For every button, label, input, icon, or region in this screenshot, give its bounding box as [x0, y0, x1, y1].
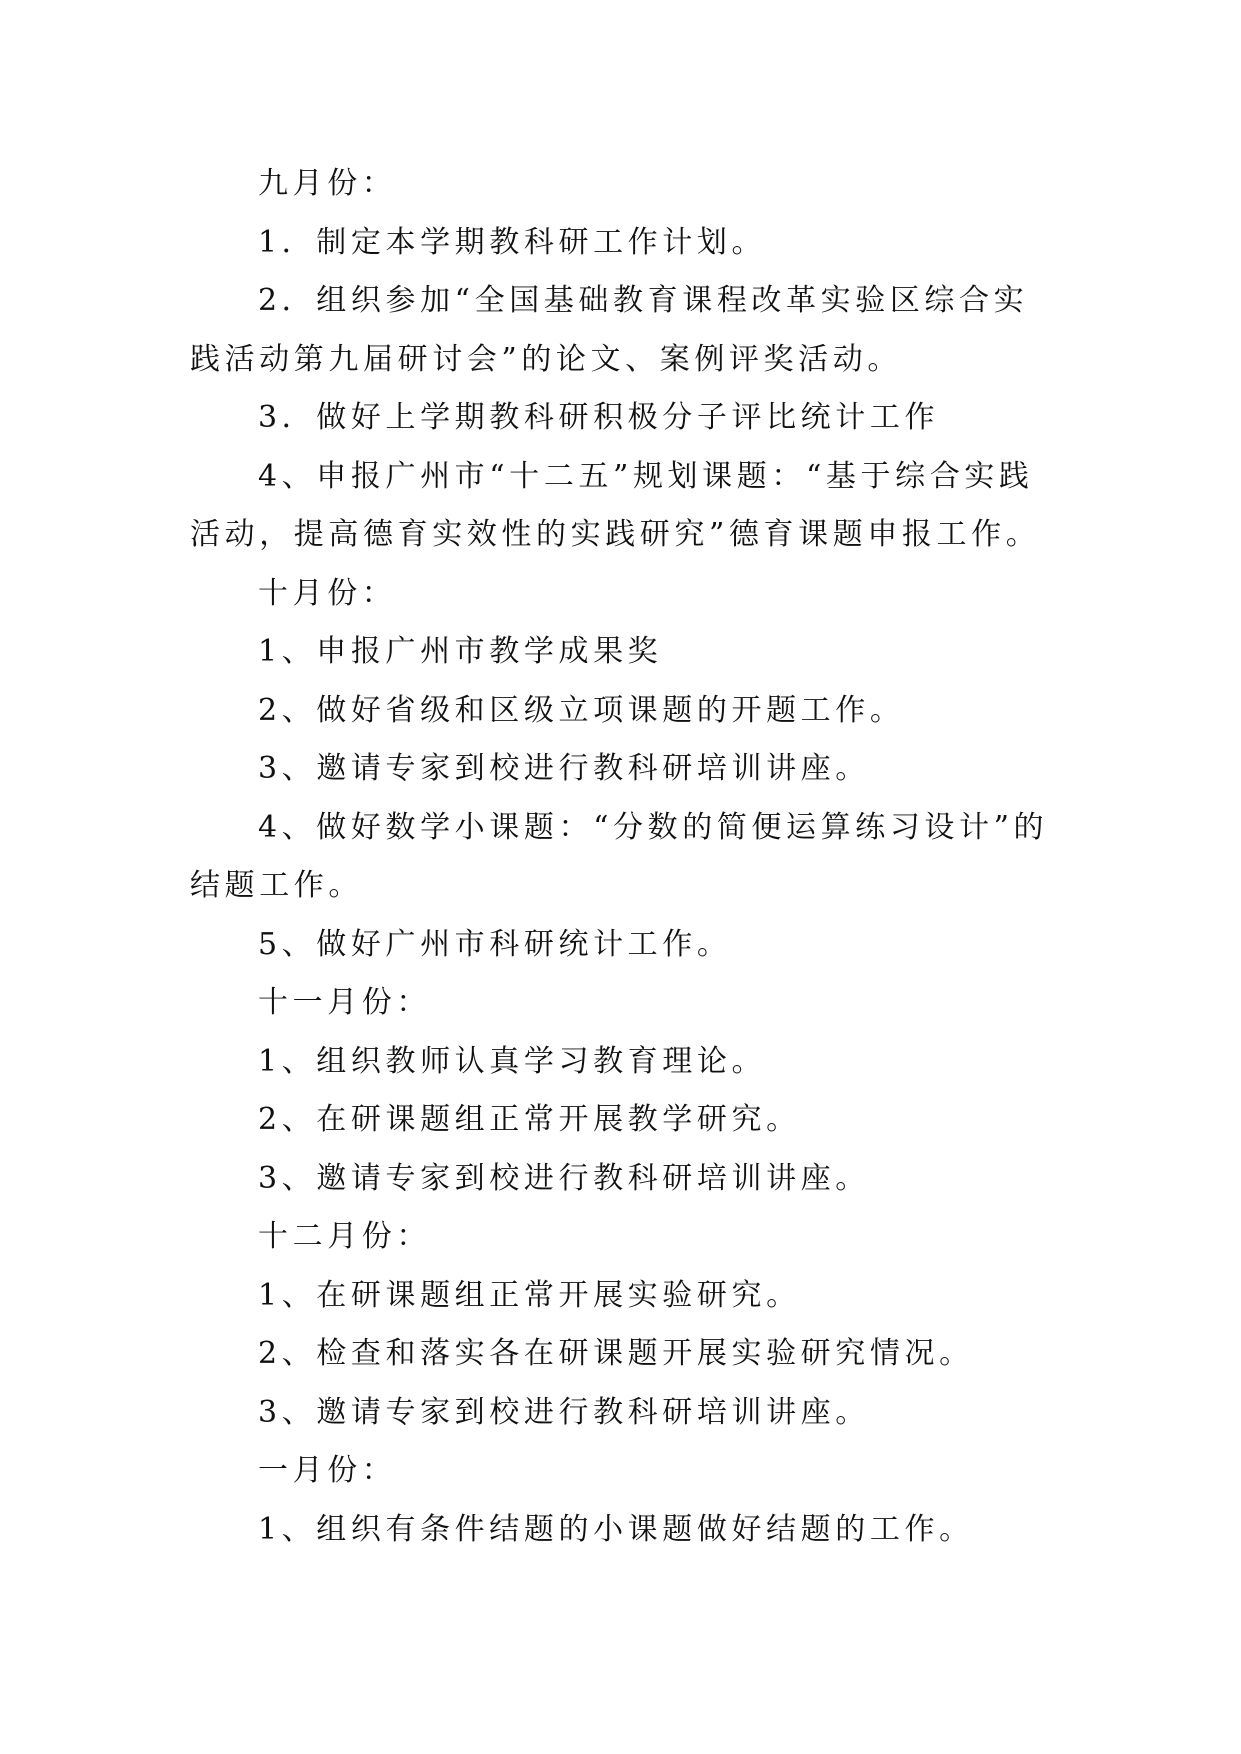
list-item: 4、做好数学小课题：“分数的简便运算练习设计”的结题工作。 — [190, 809, 1049, 903]
section-heading-january: 一月份： — [258, 1453, 397, 1488]
list-item: 3、邀请专家到校进行教科研培训讲座。 — [258, 1160, 870, 1196]
list-item: 1、组织教师认真学习教育理论。 — [258, 1043, 767, 1079]
list-item: 1．制定本学期教科研工作计划。 — [258, 224, 767, 260]
list-item: 3、邀请专家到校进行教科研培训讲座。 — [258, 1394, 870, 1430]
list-item: 4、申报广州市“十二五”规划课题：“基于综合实践活动，提高德育实效性的实践研究”德育课题申报工作。 — [190, 458, 1041, 552]
list-item: 2．组织参加“全国基础教育课程改革实验区综合实践活动第九届研讨会”的论文、案例评奖活动。 — [190, 283, 1029, 377]
section-heading-september: 九月份： — [258, 166, 397, 201]
list-item: 2、检查和落实各在研课题开展实验研究情况。 — [258, 1336, 974, 1371]
list-item: 3．做好上学期教科研积极分子评比统计工作 — [258, 400, 940, 435]
list-item: 1、组织有条件结题的小课题做好结题的工作。 — [258, 1511, 974, 1547]
list-item: 1、在研课题组正常开展实验研究。 — [258, 1277, 801, 1313]
list-item: 2、做好省级和区级立项课题的开题工作。 — [258, 692, 905, 728]
section-heading-november: 十一月份： — [258, 985, 431, 1020]
list-item: 1、申报广州市教学成果奖 — [258, 634, 663, 669]
list-item: 3、邀请专家到校进行教科研培训讲座。 — [258, 751, 870, 786]
section-heading-december: 十二月份： — [258, 1219, 431, 1254]
list-item: 2、在研课题组正常开展教学研究。 — [258, 1102, 801, 1137]
list-item: 5、做好广州市科研统计工作。 — [258, 926, 732, 962]
section-heading-october: 十月份： — [258, 575, 397, 611]
document-body — [190, 155, 1060, 1559]
